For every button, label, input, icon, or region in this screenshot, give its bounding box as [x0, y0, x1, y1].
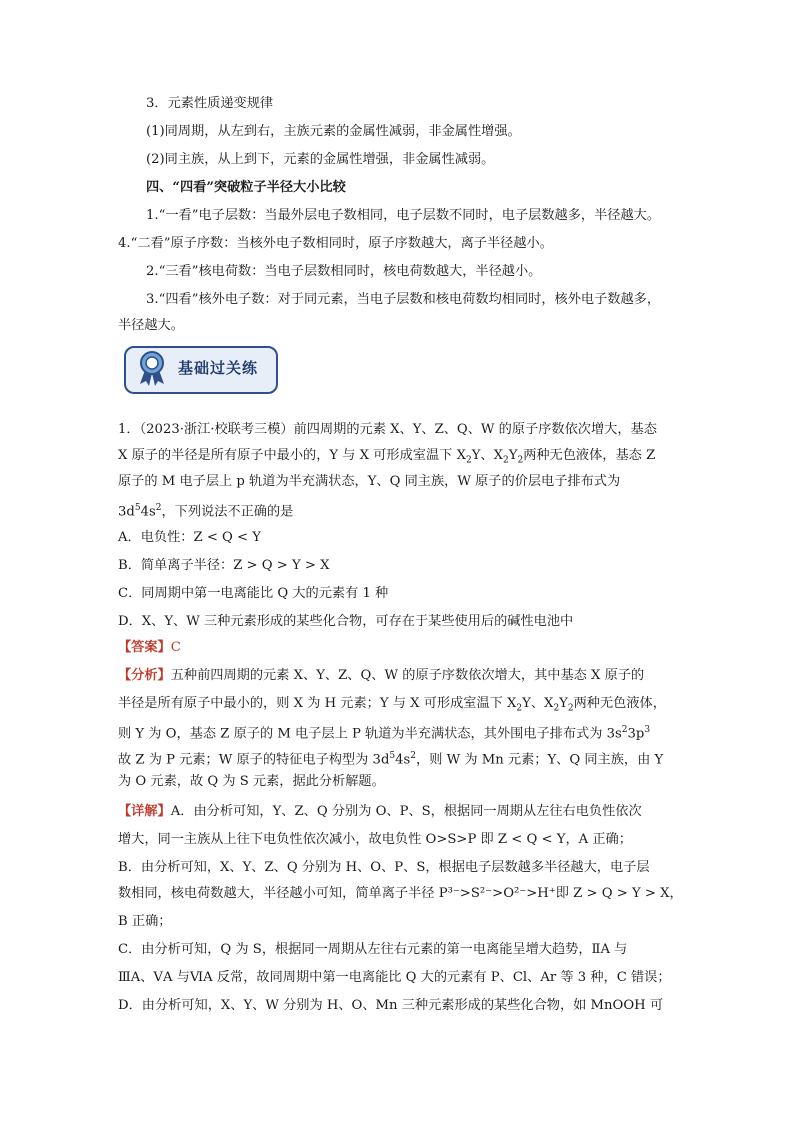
detail-line1: 【详解】A．由分析可知，Y、Z、Q 分别为 O、P、S，根据同一周期从左往右电负性依次 — [118, 804, 642, 819]
section-banner — [124, 344, 284, 394]
detail-line4: 数相同，核电荷数越大，半径越小可知，简单离子半径 P³⁻>S²⁻>O²⁻>H⁺即 Z > Q > Y > X， — [118, 886, 683, 901]
question-stem-line3: 原子的 M 电子层上 p 轨道为半充满状态，Y、Q 同主族，W 原子的价层电子排布式为 — [118, 474, 621, 489]
question-stem-line4: $3d^54s^2$，下列说法不正确的是 — [118, 503, 294, 520]
detail-line2: 增大，同一主族从上往下电负性依次减小，故电负性 O>S>P 即 Z < Q < Y，A 正确； — [118, 832, 632, 847]
section4-para4a: 3.“四看”核外电子数：对于同元素，当电子层数和核电荷数均相同时，核外电子数越多， — [146, 292, 660, 307]
option-c: C．同周期中第一电离能比 Q 大的元素有 1 种 — [118, 586, 389, 601]
section4-title: 四、“四看”突破粒子半径大小比较 — [146, 180, 346, 195]
section3-para2: (2)同主族，从上到下，元素的金属性增强，非金属性减弱。 — [146, 152, 495, 167]
question-stem-line2: X 原子的半径是所有原子中最小的，Y 与 X 可形成室温下 $X_2Y$、$X_2Y_2$两种无色液体，基态 Z — [118, 448, 656, 466]
detail-line6: C．由分析可知，Q 为 S，根据同一周期从左往右元素的第一电离能呈增大趋势，ⅡA 与 — [118, 942, 628, 957]
analysis-line2: 半径是所有原子中最小的，则 X 为 H 元素；Y 与 X 可形成室温下 $X_2Y$、$X_2Y_2$两种无色液体， — [118, 696, 666, 714]
analysis-line4: 故 Z 为 P 元素；W 原子的特征电子构型为 $3d^54s^2$，则 W 为 Mn 元素；Y、Q 同主族，由 Y — [118, 751, 664, 768]
section4-para3: 2.“三看”核电荷数：当电子层数相同时，核电荷数越大，半径越小。 — [146, 264, 542, 279]
option-b: B．简单离子半径：Z > Q > Y > X — [118, 558, 330, 573]
detail-line8: D．由分析可知，X、Y、W 分别为 H、O、Mn 三种元素形成的某些化合物，如 MnOOH 可 — [118, 998, 664, 1013]
option-a: A．电负性：Z < Q < Y — [118, 530, 262, 545]
analysis-line5: 为 O 元素，故 Q 为 S 元素，据此分析解题。 — [118, 774, 385, 789]
detail-line3: B．由分析可知，X、Y、Z、Q 分别为 H、O、P、S，根据电子层数越多半径越大，电子层 — [118, 860, 650, 875]
answer-line — [118, 638, 678, 658]
analysis-line3: 则 Y 为 O，基态 Z 原子的 M 电子层上 P 轨道为半充满状态，其外围电子排布式为 $3s^23p^3$ — [118, 725, 651, 742]
section4-para4b: 半径越大。 — [118, 318, 184, 333]
answer-value: C — [170, 640, 181, 655]
option-d: D．X、Y、W 三种元素形成的某些化合物，可存在于某些使用后的碱性电池中 — [118, 614, 574, 629]
section3-title: 3．元素性质递变规律 — [146, 96, 274, 111]
analysis-line1: 【分析】五种前四周期的元素 X、Y、Z、Q、W 的原子序数依次增大，其中基态 X 原子的 — [118, 668, 645, 683]
detail-label: 【详解】 — [118, 804, 171, 819]
section4-para1: 1.“一看”电子层数：当最外层电子数相同，电子层数不同时，电子层数越多，半径越大。 — [146, 208, 660, 223]
detail-line5: B 正确； — [118, 914, 172, 929]
answer-label: 【答案】 — [118, 640, 171, 655]
analysis-label: 【分析】 — [118, 668, 171, 683]
ribbon-medal-icon — [134, 348, 170, 388]
detail-line7: ⅢA、ⅤA 与ⅥA 反常，故同周期中第一电离能比 Q 大的元素有 P、Cl、Ar 等 3 种，C 错误； — [118, 970, 671, 985]
question-stem-line1: 1．（2023·浙江·校联考三模）前四周期的元素 X、Y、Z、Q、W 的原子序数依次增大，基态 — [118, 422, 657, 437]
section4-para2: 4.“二看”原子序数：当核外电子数相同时，原子序数越大，离子半径越小。 — [118, 236, 553, 251]
banner-label: 基础过关练 — [178, 359, 259, 377]
section3-para1: (1)同周期，从左到右，主族元素的金属性减弱，非金属性增强。 — [146, 124, 521, 139]
